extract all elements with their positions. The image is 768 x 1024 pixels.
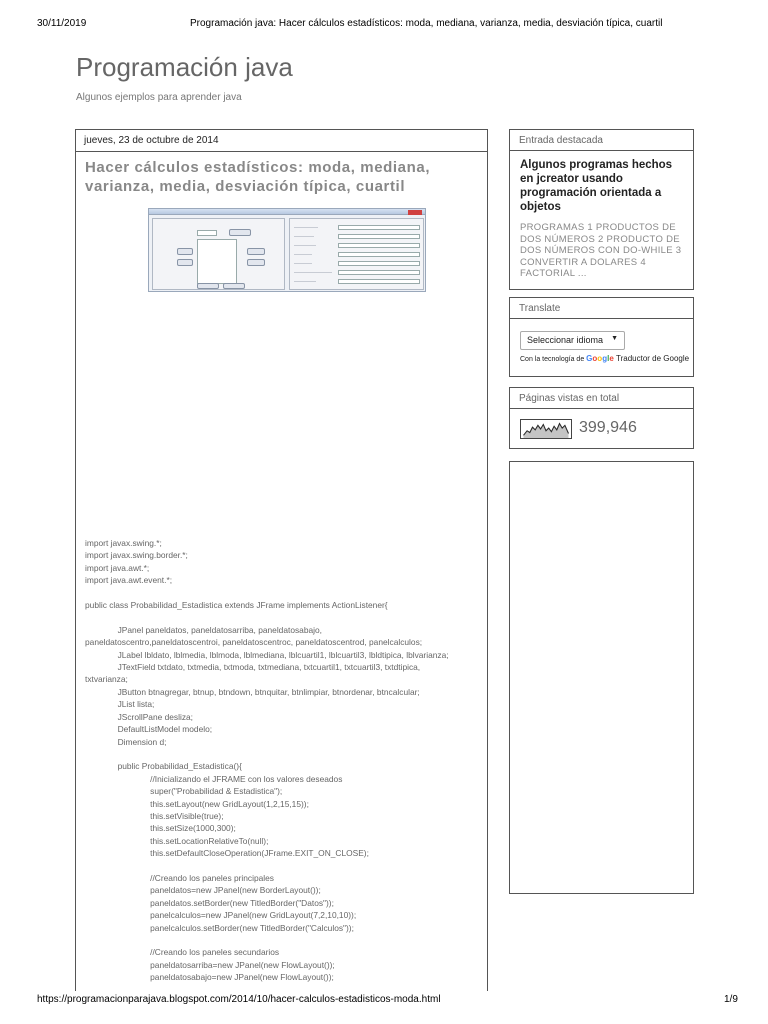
google-logo[interactable]: Google bbox=[586, 354, 614, 363]
featured-snippet: PROGRAMAS 1 PRODUCTOS DE DOS NÚMEROS 2 PRODUCTO DE DOS NÚMEROS CON DO-WHILE 3 CONVERTIR A DOLARES 4 FACTORIAL ... bbox=[520, 222, 682, 279]
pageviews-count: 399,946 bbox=[579, 419, 637, 436]
post-title[interactable]: Hacer cálculos estadísticos: moda, mediana, varianza, media, desviación típica, cuartil bbox=[85, 159, 431, 195]
page-url: https://programacionparajava.blogspot.com/2014/10/hacer-calculos-estadisticos-moda.html bbox=[37, 994, 441, 1005]
translate-service-link[interactable]: Traductor de Google bbox=[616, 354, 690, 363]
page-number: 1/9 bbox=[724, 994, 738, 1005]
print-header bbox=[0, 18, 768, 32]
code-listing: import javax.swing.*; import javax.swing.border.*; import java.awt.*; import java.awt.event.*; public class Probabilidad_Estadistica extends JFrame implements ActionListener{ JPanel paneldatos, paneldatosarriba, paneldatosabajo, paneldatoscentro,paneldatoscentroi, paneldatoscentroc, paneldatoscentrod, panelcalculos; JLabel lbldato, lblmedia, lblmoda, lblmediana, lblcuartil1, lblcuartil3, lbldtipica, lblvarianza; JTextField txtdato, txtmedia, txtmoda, txtmediana, txtcuartil1, txtcuartil3, txtdtipica, txtvarianza; JButton btnagregar, btnup, btndown, btnquitar, btnlimpiar, btnordenar, btncalcular; JList lista; JScrollPane desliza; DefaultListModel modelo; Dimension d; public Probabilidad_Estadistica(){ //Inicializando el JFRAME con los valores deseados super("Probabilidad & Estadistica"); this.setLayout(new GridLayout(1,2,15,15)); this.setVisible(true); this.setSize(1000,300); this.setLocationRelativeTo(null); this.setDefaultCloseOperation(JFrame.EXIT_ON_CLOSE); //Creando los paneles principales paneldatos=new JPanel(new BorderLayout()); paneldatos.setBorder(new TitledBorder("Datos")); panelcalculos=new JPanel(new GridLayout(7,2,10,10)); panelcalculos.setBorder(new TitledBorder("Calculos")); //Creando los paneles secundarios paneldatosarriba=new JPanel(new FlowLayout()); paneldatosabajo=new JPanel(new FlowLayout()); bbox=[85, 538, 449, 983]
featured-post-widget bbox=[509, 129, 694, 290]
chevron-down-icon: ▼ bbox=[611, 335, 618, 342]
pageviews-header: Páginas vistas en total bbox=[510, 388, 693, 409]
powered-prefix: Con la tecnología de bbox=[520, 356, 585, 363]
app-screenshot-image[interactable] bbox=[148, 208, 426, 292]
post-column bbox=[75, 129, 488, 991]
datos-panel bbox=[152, 218, 285, 290]
print-date: 30/11/2019 bbox=[37, 18, 87, 29]
language-select[interactable] bbox=[520, 331, 625, 350]
calculos-panel bbox=[289, 218, 424, 290]
featured-post-link[interactable]: Algunos programas hechos en jcreator usando programación orientada a objetos bbox=[520, 159, 673, 213]
close-icon bbox=[408, 210, 422, 215]
window-titlebar bbox=[149, 209, 425, 215]
pageviews-widget bbox=[509, 387, 694, 449]
featured-header: Entrada destacada bbox=[510, 130, 693, 151]
translate-widget bbox=[509, 297, 694, 377]
powered-by bbox=[520, 354, 689, 363]
translate-header: Translate bbox=[510, 298, 693, 319]
pageviews-sparkline-icon bbox=[520, 419, 572, 439]
language-select-label: Seleccionar idioma bbox=[527, 335, 604, 345]
post-date: jueves, 23 de octubre de 2014 bbox=[76, 130, 487, 152]
blog-title[interactable]: Programación java bbox=[76, 52, 293, 82]
blog-description: Algunos ejemplos para aprender java bbox=[76, 92, 242, 103]
empty-sidebar-widget bbox=[509, 461, 694, 894]
print-page-title: Programación java: Hacer cálculos estadísticos: moda, mediana, varianza, media, desviación típica, cuartil bbox=[190, 18, 663, 29]
